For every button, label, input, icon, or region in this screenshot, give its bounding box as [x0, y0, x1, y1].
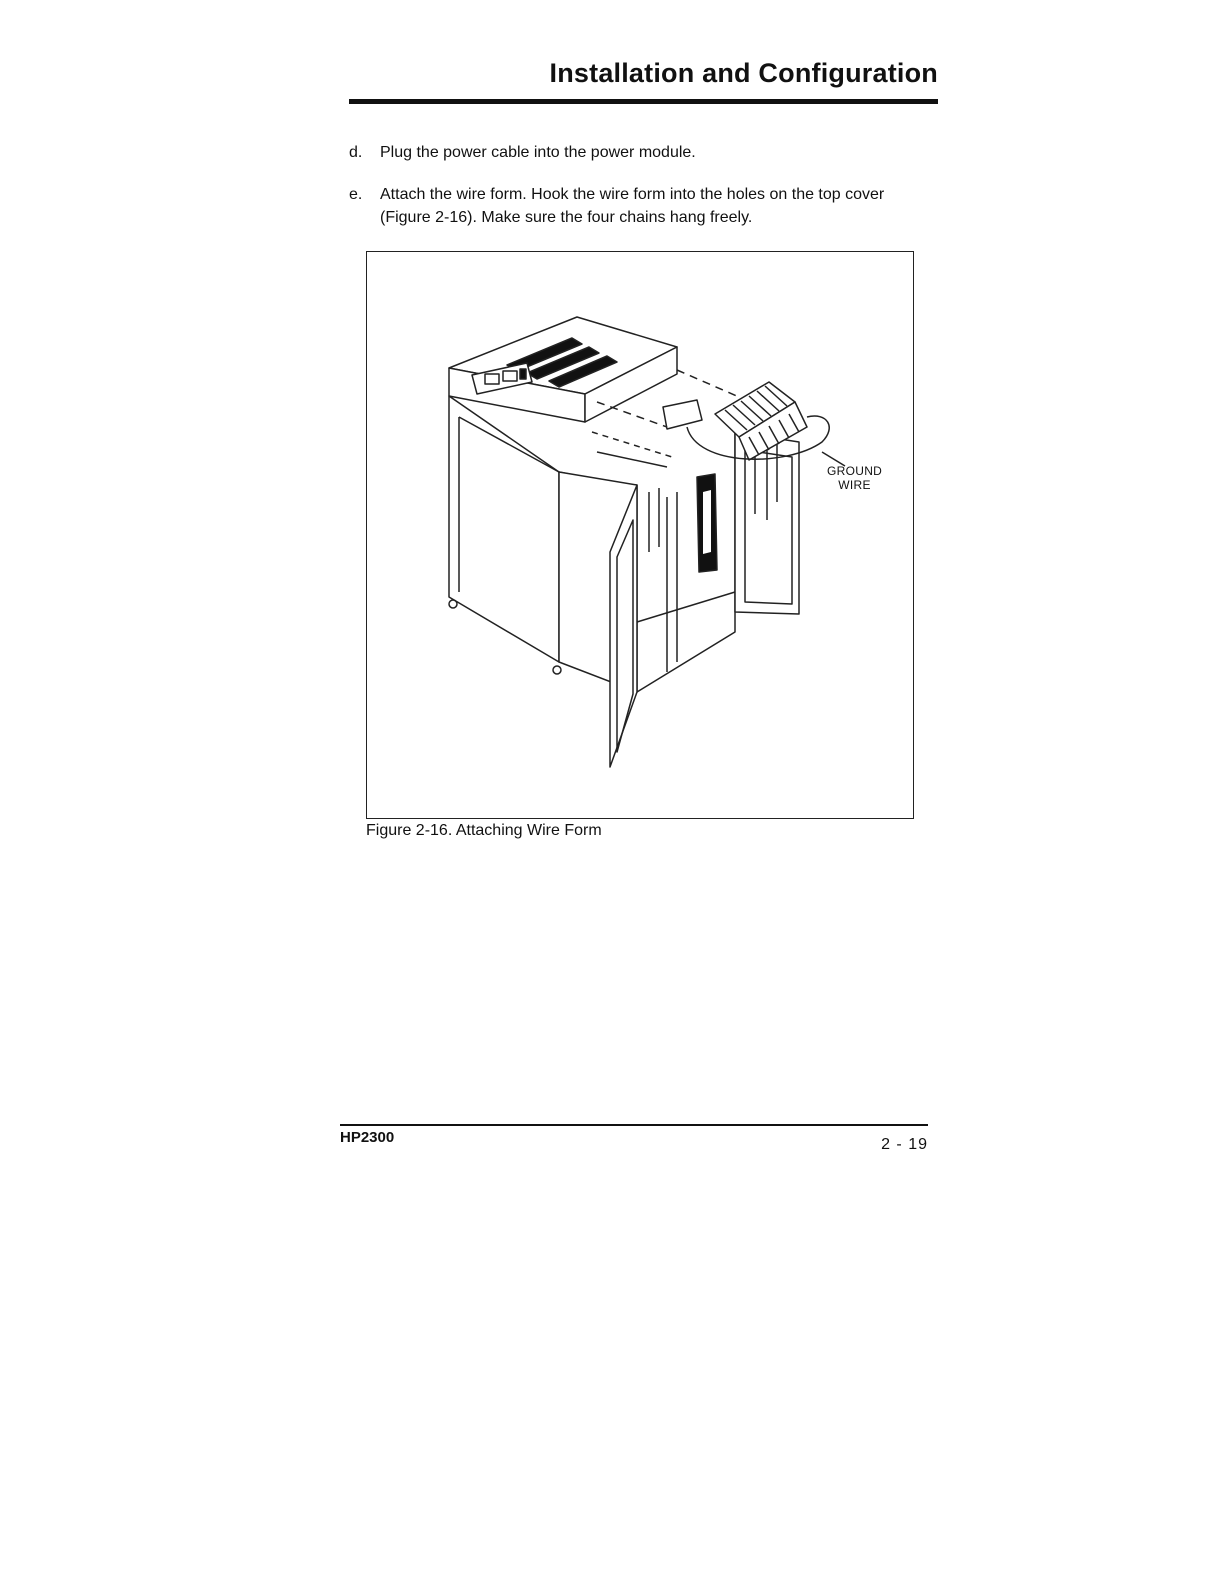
step-marker: d.	[349, 144, 363, 161]
step-text: Plug the power cable into the power module.	[380, 144, 696, 161]
callout-line: GROUND	[827, 464, 883, 478]
figure-caption: Figure 2-16. Attaching Wire Form	[366, 822, 602, 839]
footer-rule	[340, 1124, 928, 1126]
step-text: Attach the wire form. Hook the wire form into the holes on the top cover (Figure 2-16). Make sure the four chains hang freely.	[380, 186, 885, 226]
printer-wire-form-illustration	[367, 252, 912, 817]
step-marker: e.	[349, 186, 363, 203]
header-rule	[349, 99, 938, 104]
ground-wire-callout	[827, 464, 882, 492]
step-e	[349, 183, 929, 229]
page-number: 2 - 19	[881, 1136, 928, 1153]
callout-line: WIRE	[838, 478, 871, 492]
footer-model: HP2300	[340, 1129, 395, 1146]
step-d	[349, 141, 929, 164]
page-header-title: Installation and Configuration	[549, 58, 938, 88]
figure-frame	[366, 251, 914, 819]
